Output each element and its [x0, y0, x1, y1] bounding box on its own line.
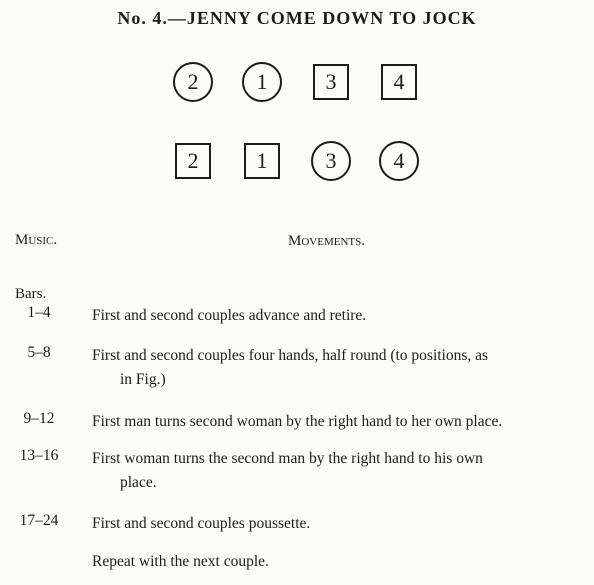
position-marker-circle: 2 [173, 62, 213, 102]
movement-text: First woman turns the second man by the right hand to his own [92, 450, 483, 467]
movement-text: First and second couples poussette. [92, 515, 311, 532]
position-marker-circle: 4 [379, 141, 419, 181]
movement-text: First and second couples advance and retire. [92, 307, 367, 324]
position-marker-circle: 1 [242, 62, 282, 102]
bar-range: 13–16 [19, 447, 59, 464]
music-column-heading: Music. [15, 232, 58, 248]
movement-description [92, 304, 582, 328]
position-marker-square: 1 [244, 143, 280, 179]
movement-text: First and second couples four hands, half round (to positions, as [92, 347, 489, 364]
movement-text-continued: place. [120, 474, 157, 491]
movements-column-heading: Movements. [288, 233, 365, 249]
dance-position-figure [0, 0, 594, 200]
position-marker-square: 4 [381, 64, 417, 100]
bar-range: 9–12 [23, 410, 55, 427]
bars-heading: Bars. [15, 286, 47, 302]
repeat-instruction: Repeat with the next couple. [92, 553, 269, 570]
position-marker-circle: 3 [311, 141, 351, 181]
movement-description [92, 447, 582, 495]
movement-description [92, 512, 582, 536]
bar-range: 5–8 [27, 344, 51, 361]
movement-description [92, 410, 582, 434]
bar-range: 17–24 [19, 512, 59, 529]
position-marker-square: 2 [175, 143, 211, 179]
movement-text-continued: in Fig.) [120, 371, 166, 388]
position-marker-square: 3 [313, 64, 349, 100]
page-title: No. 4.—JENNY COME DOWN TO JOCK [117, 8, 477, 28]
bar-range: 1–4 [27, 304, 51, 321]
movement-description [92, 344, 582, 392]
movement-text: First man turns second woman by the right hand to her own place. [92, 413, 503, 430]
